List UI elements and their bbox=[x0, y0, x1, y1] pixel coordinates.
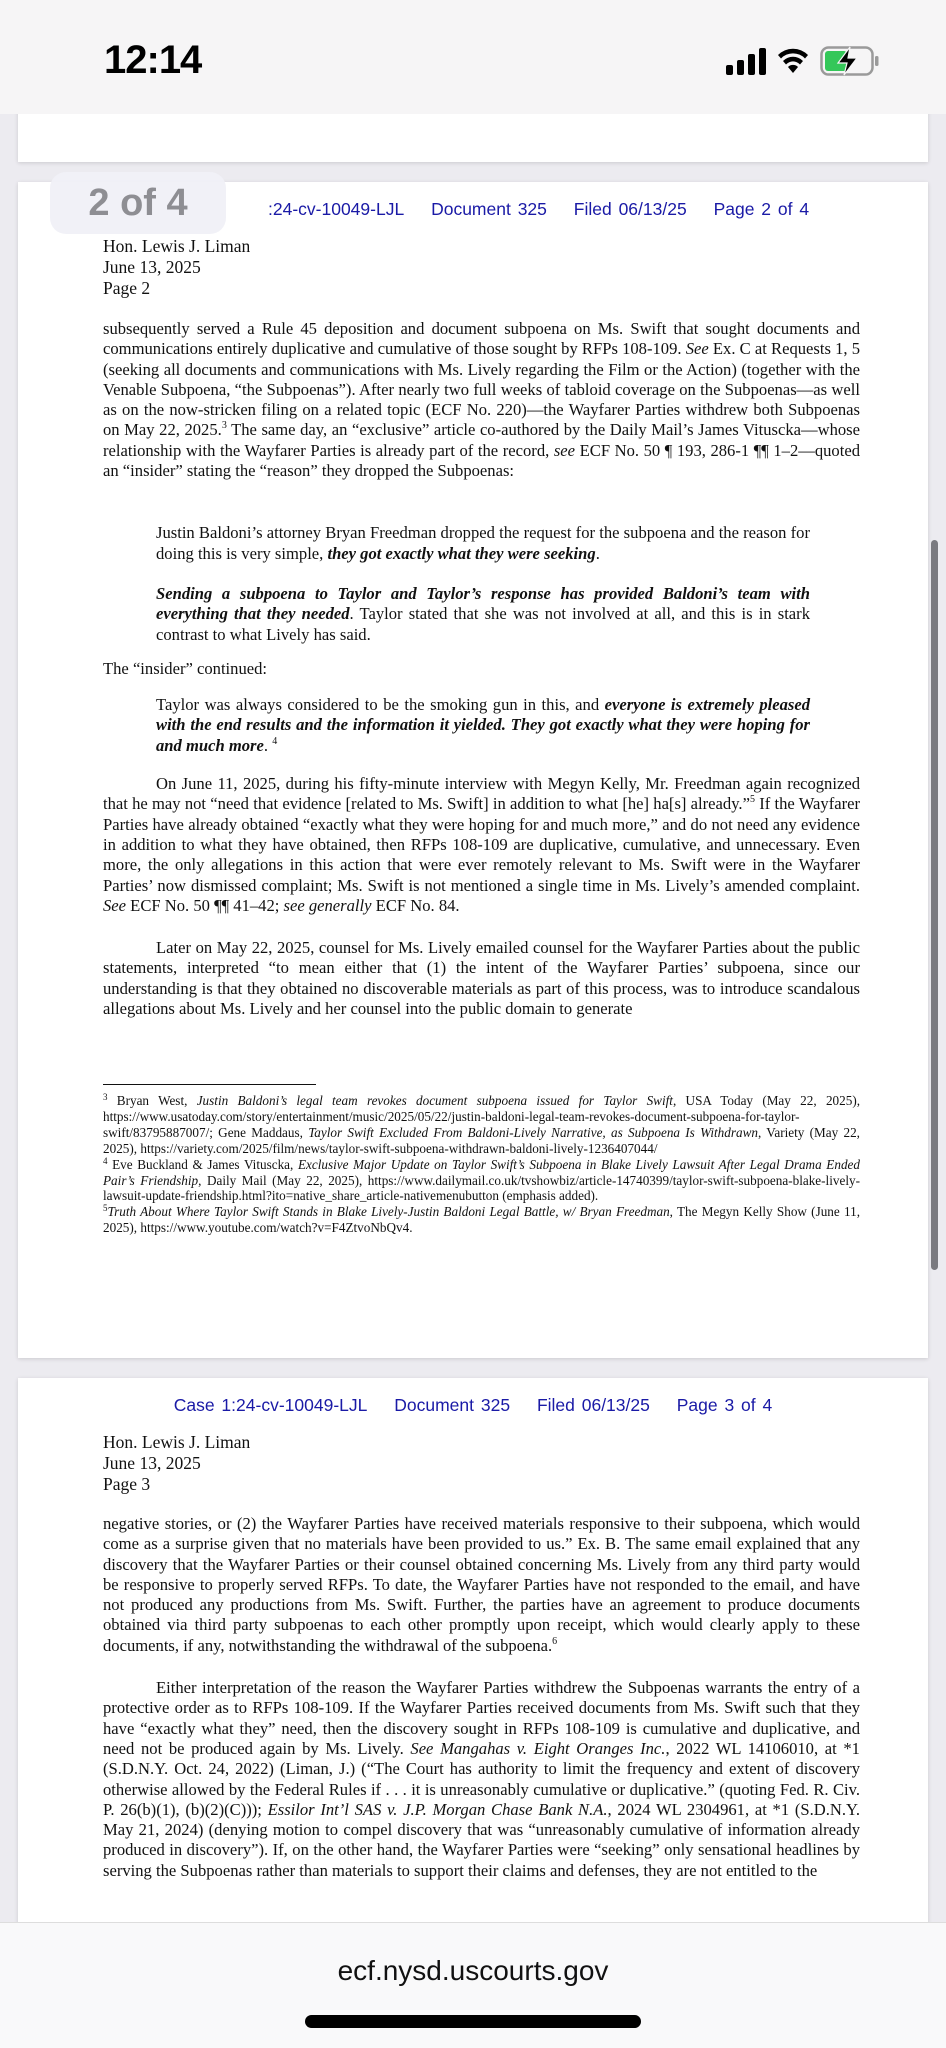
paragraph: On June 11, 2025, during his fifty-minute interview with Megyn Kelly, Mr. Freedman again recognized that he may not “need that evidence [related to Ms. Swift] in addition to what [he] ha[s] already.”$^5$ If the Wayfarer Parties have already obtained “exactly what they were hoping for and much more,” and do not need any evidence in addition to what they have obtained, then RFPs 108-109 are duplicative, cumulative, and unnecessary. Even more, the only allegations in this action that were ever remotely relevant to Ms. Swift were in the Wayfarer Parties’ now dismissed complaint; Ms. Swift is not mentioned a single time in Ms. Lively’s amended complaint. See ECF No. 50 ¶¶ 41–42; see generally ECF No. 84. bbox=[103, 774, 860, 915]
addressee: Hon. Lewis J. Liman bbox=[103, 1432, 251, 1452]
browser-bottom-bar bbox=[0, 1922, 946, 2048]
page-2-body bbox=[103, 319, 860, 1039]
page-indicator: 2 of 4 bbox=[50, 172, 226, 234]
ecf-filed-date: Filed 06/13/25 bbox=[536, 1395, 650, 1415]
ecf-header bbox=[18, 1395, 928, 1416]
footnote-ref: 6 bbox=[552, 1635, 558, 1647]
ecf-filed-date: Filed 06/13/25 bbox=[573, 199, 687, 219]
paragraph: Either interpretation of the reason the Wayfarer Parties withdrew the Subpoenas warrants the entry of a protective order as to RFPs 108-109. If the Wayfarer Parties received documents from Ms. Swift such that they have “exactly what they” need, then the discovery sought in RFPs 108-109 is cumulative and duplicative, and need not be produced again by Ms. Lively. See Mangahas v. Eight Oranges Inc., 2022 WL 14106010, at *1 (S.D.N.Y. Oct. 24, 2022) (Liman, J.) (“The Court has authority to limit the frequency and extent of discovery otherwise allowed by the Federal Rules if . . . it is unreasonably cumulative or duplicative.” (quoting Fed. R. Civ. P. 26(b)(1), (b)(2)(C))); Essilor Int’l SAS v. J.P. Morgan Chase Bank N.A., 2024 WL 2304961, at *1 (S.D.N.Y. May 21, 2024) (denying motion to compel discovery that was “unreasonably cumulative of information already produced in discovery”). If, on the other hand, the Wayfarer Parties were “seeking” only sensational headlines by serving the Subpoenas rather than materials to support their claims and defenses, they are not entitled to the bbox=[103, 1678, 860, 1880]
block-quote: Sending a subpoena to Taylor and Taylor’s response has provided Baldoni’s team with everything that they needed. Taylor stated that she was not involved at all, and this is in stark contrast to what Lively has said. bbox=[156, 583, 810, 644]
status-bar bbox=[0, 0, 946, 114]
footnotes bbox=[103, 1093, 860, 1236]
block-quote: Justin Baldoni’s attorney Bryan Freedman dropped the request for the subpoena and the reason for doing this is very simple, they got exactly what they were seeking. bbox=[156, 523, 810, 563]
footnote-4: $^4$ Eve Buckland & James Vituscka, Exclusive Major Update on Taylor Swift’s Subpoena in Blake Lively Lawsuit After Legal Drama Ended Pair’s Friendship, Daily Mail (May 22, 2025), https://www.dailymail.co.uk/tvshowbiz/article-14740399/taylor-swift-subpoena-blake-lively-lawsuit-update-friendship.html?ito=native_share_article-nativemenubutton (emphasis added). bbox=[103, 1155, 860, 1204]
letter-date: June 13, 2025 bbox=[103, 257, 201, 277]
block-quote: Taylor was always considered to be the smoking gun in this, and everyone is extremely pleased with the end results and the information it yielded. They got exactly what they were hoping for and much more. $^4$ bbox=[156, 695, 811, 755]
page-3-body bbox=[103, 1514, 860, 1901]
page-label: Page 2 bbox=[103, 278, 151, 298]
footnote-3: $^3$ Bryan West, Justin Baldoni’s legal team revokes document subpoena issued for Taylor Swift, USA Today (May 22, 2025), https://www.usatoday.com/story/entertainment/music/2025/05/22/justin-baldoni-legal-team-revokes-document-subpoena-for-taylor-swift/83795887007/; Gene Maddaus, Taylor Swift Excluded From Baldoni-Lively Narrative, as Subpoena Is Withdrawn, Variety (May 22, 2025), https://variety.com/2025/film/news/taylor-swift-subpoena-withdrawn-baldoni-lively-1236407044/ bbox=[103, 1092, 861, 1156]
url-bar[interactable]: ecf.nysd.uscourts.gov bbox=[337, 1955, 609, 1986]
footnote-5: $^5$Truth About Where Taylor Swift Stands in Blake Lively-Justin Baldoni Legal Battle, w/ Bryan Freedman, The Megyn Kelly Show (June 11, 2025), https://www.youtube.com/watch?v=F4ZtvoNbQv4. bbox=[103, 1203, 860, 1236]
footnote-ref: 5 bbox=[749, 794, 755, 806]
cellular-signal-icon bbox=[726, 47, 766, 75]
addressee: Hon. Lewis J. Liman bbox=[103, 236, 251, 256]
footnote-divider bbox=[103, 1084, 316, 1085]
page-label: Page 3 bbox=[103, 1474, 151, 1494]
ecf-page-number: Page 3 of 4 bbox=[676, 1395, 773, 1415]
pdf-page-2 bbox=[18, 182, 928, 1358]
status-icons bbox=[726, 46, 880, 76]
letter-date: June 13, 2025 bbox=[103, 1453, 201, 1473]
paragraph: subsequently served a Rule 45 deposition and document subpoena on Ms. Swift that sought documents and communications entirely duplicative and cumulative of those sought by RFPs 108-109. See Ex. C at Requests 1, 5 (seeking all documents and communications with Ms. Lively regarding the Film or the Action) (together with the Venable Subpoena, “the Subpoenas”). After nearly two full weeks of tabloid coverage on the Subpoenas—as well as on the now-stricken filing on a related topic (ECF No. 220)—the Wayfarer Parties withdrew both Subpoenas on May 22, 2025.$^3$ The same day, an “exclusive” article co-authored by the Daily Mail’s James Vituscka—whose relationship with the Wayfarer Parties is already part of the record, see ECF No. 50 ¶ 193, 286-1 ¶¶ 1–2—quoted an “insider” stating the “reason” they dropped the Subpoenas: bbox=[103, 319, 860, 481]
ecf-case-number: Case 1:24-cv-10049-LJL bbox=[173, 1395, 368, 1415]
wifi-icon bbox=[778, 48, 808, 74]
vertical-scrollbar[interactable] bbox=[931, 540, 938, 1270]
ecf-document-number: Document 325 bbox=[394, 1395, 511, 1415]
ecf-case-number: :24-cv-10049-LJL bbox=[268, 199, 405, 219]
paragraph: Later on May 22, 2025, counsel for Ms. Lively emailed counsel for the Wayfarer Parties about the public statements, interpreted “to mean either that (1) the intent of the Wayfarer Parties’ subpoena, since our understanding is that they obtained no discoverable materials as part of this process, was to introduce scandalous allegations about Ms. Lively and her counsel into the public domain to generate bbox=[103, 938, 860, 1019]
footnote-ref: 4 bbox=[272, 735, 278, 747]
footnote-ref: 3 bbox=[221, 420, 227, 432]
letter-heading bbox=[103, 236, 250, 299]
paragraph: negative stories, or (2) the Wayfarer Parties have received materials responsive to their subpoena, which would come as a surprise given that no materials have been provided to us.” Ex. B. The same email explained that any discovery that the Wayfarer Parties or their counsel obtained concerning Ms. Lively from any third party would be responsive to properly served RFPs. To date, the Wayfarer Parties have not responded to the email, and have not produced any productions from Ms. Swift. Further, the parties have an agreement to produce documents obtained via third party subpoenas to each other promptly upon receipt, which would clearly apply to these documents, if any, notwithstanding the withdrawal of the subpoena.$^6$ bbox=[103, 1514, 860, 1655]
ecf-page-number: Page 2 of 4 bbox=[713, 199, 810, 219]
battery-charging-icon bbox=[820, 46, 880, 76]
ecf-document-number: Document 325 bbox=[431, 199, 547, 219]
status-time: 12:14 bbox=[104, 38, 202, 82]
home-indicator[interactable] bbox=[305, 2015, 641, 2028]
letter-heading bbox=[103, 1432, 250, 1495]
paragraph: The “insider” continued: bbox=[103, 658, 268, 678]
